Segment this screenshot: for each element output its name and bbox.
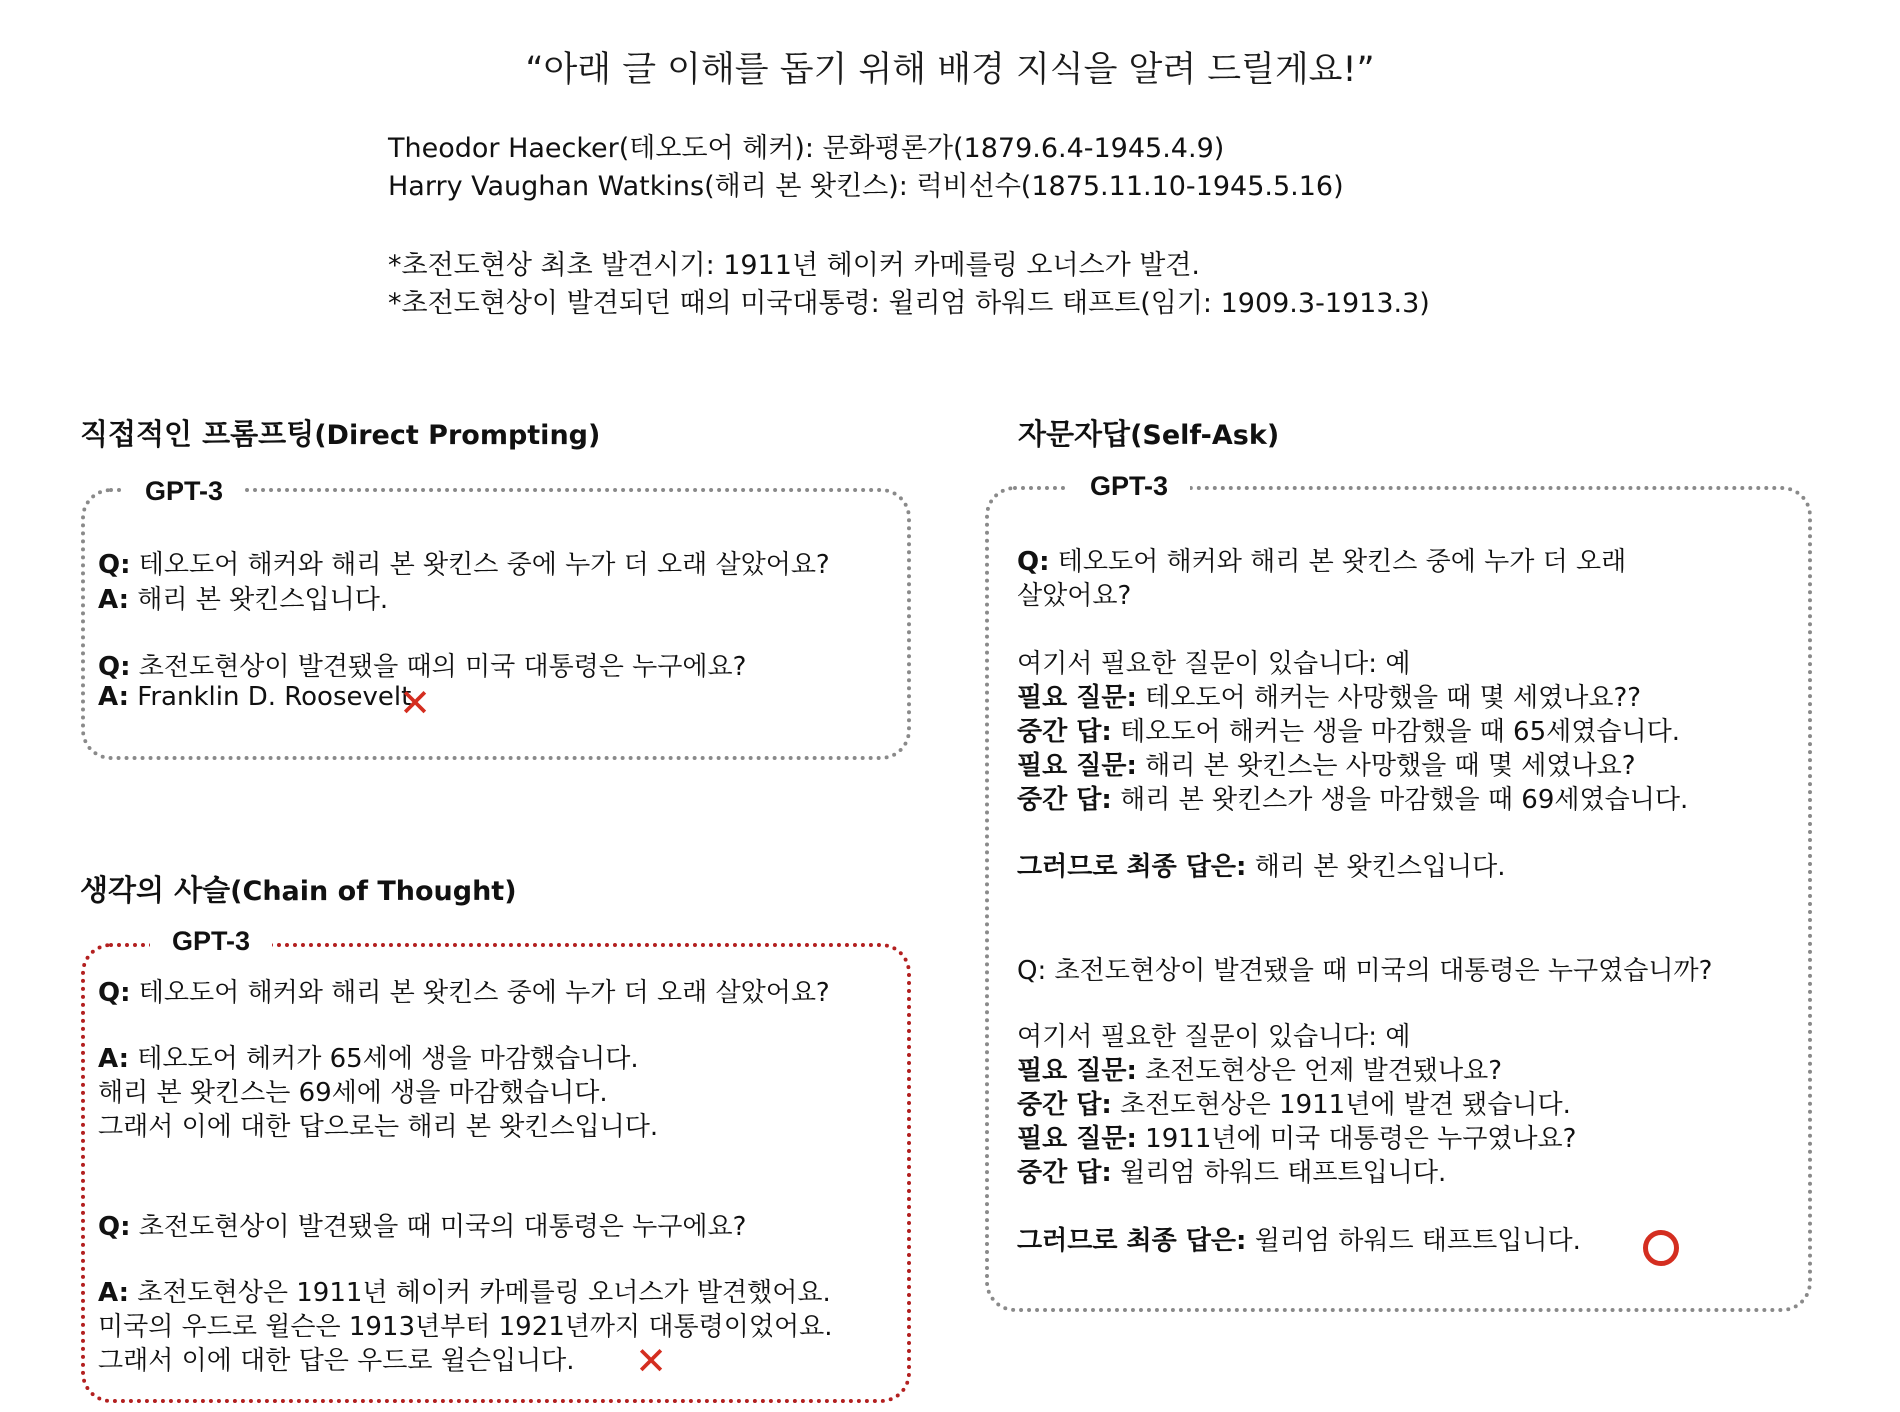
direct-heading-en: (Direct Prompting)	[314, 420, 601, 451]
qa-line	[98, 544, 830, 581]
qa-text: 해리 본 왓킨스입니다.	[129, 585, 389, 615]
qa-label: 필요 질문:	[1017, 751, 1137, 781]
qa-label: 중간 답:	[1017, 717, 1112, 747]
qa-line	[1017, 1084, 1571, 1121]
qa-line	[98, 579, 388, 616]
qa-label: 필요 질문:	[1017, 683, 1137, 713]
qa-line	[1017, 779, 1688, 816]
qa-line	[1017, 1152, 1446, 1189]
cot-heading-en: (Chain of Thought)	[230, 876, 517, 907]
qa-line	[1017, 745, 1636, 782]
qa-text: 그래서 이에 대한 답은 우드로 윌슨입니다.	[98, 1346, 575, 1376]
qa-line	[1017, 1050, 1502, 1087]
qa-line	[98, 1072, 608, 1109]
qa-text: 여기서 필요한 질문이 있습니다: 예	[1017, 649, 1411, 679]
selfask-heading	[1018, 412, 1279, 453]
direct-heading-ko: 직접적인 프롬프팅	[80, 417, 315, 451]
qa-line	[1017, 1118, 1576, 1155]
qa-label: A:	[98, 1278, 130, 1308]
qa-line	[1017, 1220, 1581, 1257]
qa-line	[98, 1038, 639, 1075]
qa-label: Q:	[98, 978, 131, 1008]
qa-text: 1911년에 미국 대통령은 누구였나요?	[1136, 1124, 1577, 1154]
qa-text: Franklin D. Roosevelt	[129, 682, 412, 712]
qa-text: 테오도어 해커는 생을 마감했을 때 65세였습니다.	[1111, 717, 1680, 747]
qa-label: 중간 답:	[1017, 1158, 1112, 1188]
qa-line	[1017, 541, 1626, 578]
page-title: “아래 글 이해를 돕기 위해 배경 지식을 알려 드릴게요!”	[525, 50, 1375, 90]
direct-panel	[81, 488, 911, 760]
qa-text: 초전도현상은 1911년에 발견 됐습니다.	[1111, 1090, 1571, 1120]
qa-text: 해리 본 왓킨스입니다.	[1246, 852, 1506, 882]
qa-line	[1017, 711, 1680, 748]
qa-text: 해리 본 왓킨스는 사망했을 때 몇 세였나요?	[1136, 751, 1636, 781]
qa-label: A:	[98, 585, 130, 615]
qa-text: 윌리엄 하워드 태프트입니다.	[1111, 1158, 1447, 1188]
qa-label: 필요 질문:	[1017, 1124, 1137, 1154]
context-line: Theodor Haecker(테오도어 헤커): 문화평론가(1879.6.4-1945.4.9)	[388, 133, 1225, 164]
context-line: *초전도현상 최초 발견시기: 1911년 헤이커 카메를링 오너스가 발견.	[388, 250, 1201, 281]
qa-line	[1017, 950, 1712, 987]
qa-text: 미국의 우드로 윌슨은 1913년부터 1921년까지 대통령이었어요.	[98, 1312, 833, 1342]
selfask-model-label: GPT-3	[1068, 470, 1190, 502]
context-line: *초전도현상이 발견되던 때의 미국대통령: 윌리엄 하워드 태프트(임기: 1909.3-1913.3)	[388, 288, 1430, 319]
qa-line	[98, 1106, 658, 1143]
qa-text: 테오도어 해커는 사망했을 때 몇 세였나요??	[1136, 683, 1642, 713]
qa-line	[98, 1340, 575, 1377]
qa-label: 중간 답:	[1017, 1090, 1112, 1120]
direct-model-label: GPT-3	[123, 475, 245, 507]
qa-label: A:	[98, 1044, 130, 1074]
qa-text: 초전도현상이 발견됐을 때 미국의 대통령은 누구에요?	[130, 1212, 747, 1242]
qa-text: 윌리엄 하워드 태프트입니다.	[1246, 1226, 1581, 1256]
qa-label: 그러므로 최종 답은:	[1017, 852, 1247, 882]
qa-label: 그러므로 최종 답은:	[1017, 1226, 1247, 1256]
red-x-icon: ✕	[399, 681, 431, 725]
qa-line	[1017, 643, 1410, 680]
qa-line	[98, 1206, 746, 1243]
qa-label: 필요 질문:	[1017, 1056, 1137, 1086]
cot-heading	[80, 868, 517, 909]
qa-line	[1017, 575, 1131, 612]
qa-text: 테오도어 헤커가 65세에 생을 마감했습니다.	[129, 1044, 639, 1074]
qa-text: 해리 본 왓킨스는 69세에 생을 마감했습니다.	[98, 1078, 608, 1108]
red-x-icon: ✕	[635, 1339, 667, 1383]
qa-label: Q:	[1017, 547, 1050, 577]
qa-label: A:	[98, 682, 130, 712]
qa-line	[98, 646, 746, 683]
qa-line	[98, 682, 411, 712]
context-line: Harry Vaughan Watkins(해리 본 왓킨스): 럭비선수(1875.11.10-1945.5.16)	[388, 171, 1344, 202]
qa-line	[1017, 677, 1641, 714]
qa-line	[98, 1306, 832, 1343]
qa-text: 여기서 필요한 질문이 있습니다: 예	[1017, 1022, 1411, 1052]
direct-heading	[80, 412, 600, 453]
qa-line	[98, 1272, 831, 1309]
selfask-heading-ko: 자문자답	[1018, 417, 1131, 451]
qa-text: 초전도현상은 1911년 헤이커 카메를링 오너스가 발견했어요.	[129, 1278, 831, 1308]
cot-heading-ko: 생각의 사슬	[80, 873, 231, 907]
qa-line	[98, 972, 830, 1009]
qa-text: 그래서 이에 대한 답으로는 해리 본 왓킨스입니다.	[98, 1112, 659, 1142]
qa-text: 테오도어 해커와 해리 본 왓킨스 중에 누가 더 오래 살았어요?	[130, 550, 830, 580]
qa-text: 살았어요?	[1017, 581, 1132, 611]
qa-label: Q:	[98, 652, 131, 682]
qa-label: Q:	[98, 1212, 131, 1242]
qa-text: 초전도현상이 발견됐을 때의 미국 대통령은 누구에요?	[130, 652, 747, 682]
qa-text: 테오도어 해커와 해리 본 왓킨스 중에 누가 더 오래 살았어요?	[130, 978, 830, 1008]
qa-label: Q:	[98, 550, 131, 580]
selfask-heading-en: (Self-Ask)	[1130, 420, 1280, 451]
qa-line	[1017, 1016, 1410, 1053]
qa-text: 해리 본 왓킨스가 생을 마감했을 때 69세였습니다.	[1111, 785, 1689, 815]
qa-text: 초전도현상은 언제 발견됐나요?	[1136, 1056, 1503, 1086]
qa-line	[1017, 846, 1506, 883]
qa-text: Q: 초전도현상이 발견됐을 때 미국의 대통령은 누구였습니까?	[1017, 956, 1713, 986]
qa-text: 테오도어 해커와 해리 본 왓킨스 중에 누가 더 오래	[1049, 547, 1627, 577]
cot-model-label: GPT-3	[150, 925, 272, 957]
qa-label: 중간 답:	[1017, 785, 1112, 815]
red-circle-icon	[1643, 1230, 1679, 1266]
